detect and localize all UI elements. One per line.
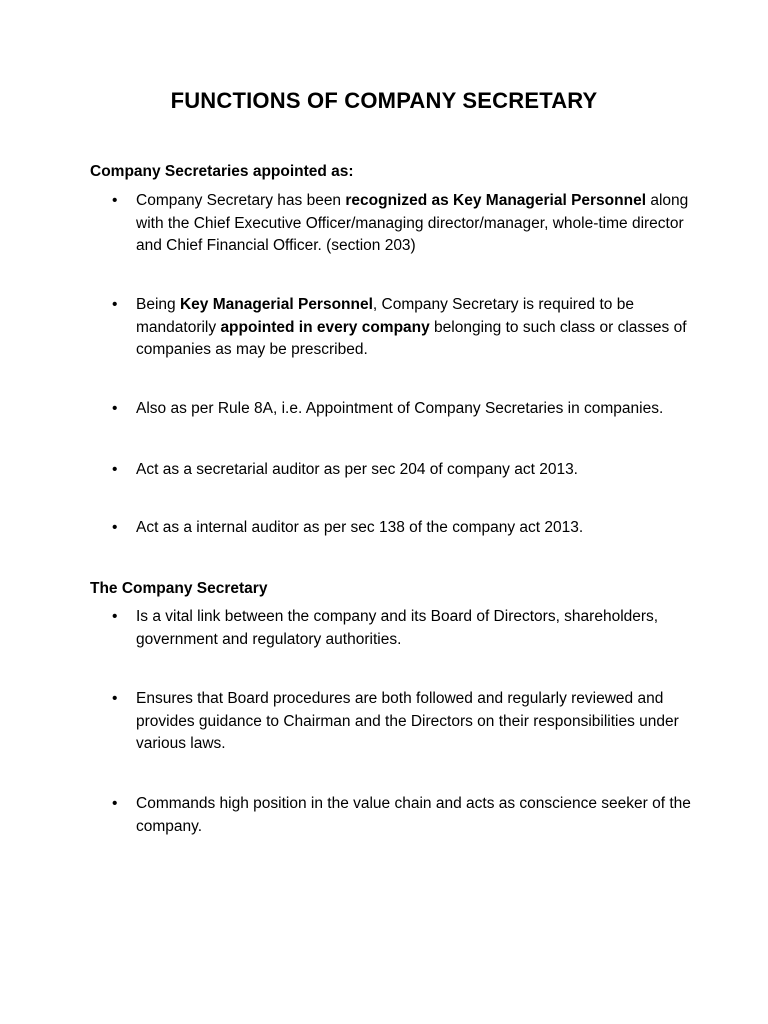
section-heading-appointed: Company Secretaries appointed as: — [90, 163, 354, 180]
list-item-text: Being Key Managerial Personnel, Company Secretary is required to be mandatorily appointed in every company belonging to such class or classes of companies as may be prescribed. — [136, 296, 687, 358]
bullet-icon: • — [112, 461, 118, 478]
list-item-text: Commands high position in the value chain and acts as conscience seeker of the company. — [136, 795, 691, 835]
bullet-icon: • — [112, 400, 118, 417]
bullet-icon: • — [112, 519, 118, 536]
page-title: FUNCTIONS OF COMPANY SECRETARY — [170, 88, 598, 113]
list-item-text: Ensures that Board procedures are both followed and regularly reviewed and provides guidance to Chairman and the Directors on their responsibilities under various laws. — [136, 690, 679, 752]
list-item-text: Company Secretary has been recognized as Key Managerial Personnel along with the Chief Executive Officer/managing director/manager, whole-time director and Chief Financial Officer. (section 203) — [136, 192, 689, 254]
bullet-icon: • — [112, 795, 118, 812]
bullet-icon: • — [112, 192, 118, 209]
list-item — [112, 294, 692, 362]
list-item-text: Also as per Rule 8A, i.e. Appointment of Company Secretaries in companies. — [136, 400, 664, 417]
list-item — [112, 459, 692, 482]
bullet-icon: • — [112, 608, 118, 625]
list-item — [112, 688, 692, 756]
list-item-text: Act as a secretarial auditor as per sec 204 of company act 2013. — [136, 461, 578, 478]
list-item — [112, 606, 692, 651]
list-item-text: Is a vital link between the company and its Board of Directors, shareholders, government and regulatory authorities. — [136, 608, 659, 648]
list-item — [112, 190, 692, 258]
list-item-text: Act as a internal auditor as per sec 138 of the company act 2013. — [136, 519, 584, 536]
bullet-icon: • — [112, 690, 118, 707]
list-item — [112, 517, 692, 540]
list-item — [112, 793, 692, 838]
list-item — [112, 398, 692, 421]
bullet-icon: • — [112, 296, 118, 313]
section-heading-company-secretary: The Company Secretary — [90, 580, 268, 597]
